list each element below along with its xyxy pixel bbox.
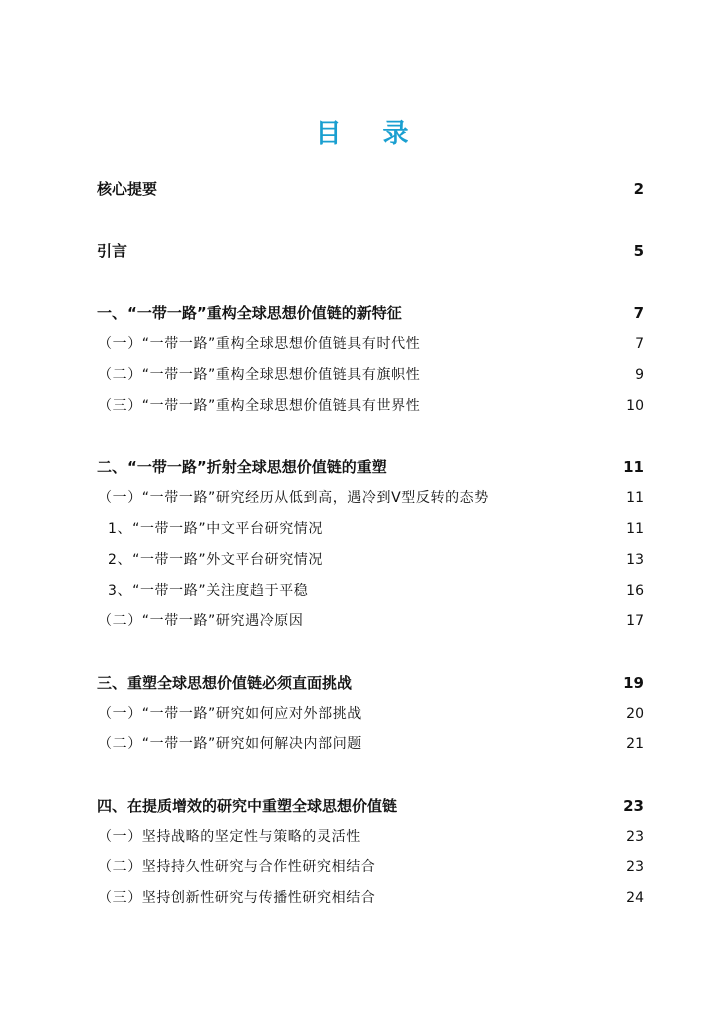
toc-entry-page: 23 [623,797,644,815]
toc-entry-page: 20 [626,706,644,722]
toc-entry-label: （一）“一带一路”重构全球思想价值链具有时代性 [98,336,421,352]
toc-entry-page: 9 [635,367,644,383]
toc-entry-section-1-3[interactable] [0,395,724,417]
toc-entry-chapter-4[interactable] [0,795,724,817]
toc-entry-label: （三）“一带一路”重构全球思想价值链具有世界性 [98,398,421,414]
toc-entry-subsection-2-1-1[interactable] [0,518,724,540]
toc-entry-introduction[interactable] [0,240,724,262]
toc-entry-page: 19 [623,674,644,692]
toc-entry-label: 引言 [97,242,128,260]
toc-entry-page: 23 [626,829,644,845]
toc-entry-section-4-1[interactable] [0,826,724,848]
toc-entry-label: （一）坚持战略的坚定性与策略的灵活性 [98,829,361,845]
toc-entry-page: 24 [626,890,644,906]
toc-entry-label: （二）“一带一路”研究如何解决内部问题 [98,736,362,752]
toc-entry-label: 二、“一带一路”折射全球思想价值链的重塑 [97,458,387,476]
toc-entry-page: 16 [626,583,644,599]
toc-entry-label: 1、“一带一路”中文平台研究情况 [108,521,324,537]
toc-entry-page: 11 [626,490,644,506]
page-title: 目 录 [315,119,425,149]
toc-entry-chapter-2[interactable] [0,456,724,478]
toc-entry-page: 23 [626,859,644,875]
toc-entry-section-4-3[interactable] [0,887,724,909]
toc-entry-chapter-3[interactable] [0,672,724,694]
toc-entry-page: 2 [633,180,644,198]
toc-entry-subsection-2-1-2[interactable] [0,549,724,571]
toc-entry-section-1-1[interactable] [0,333,724,355]
toc-entry-label: 2、“一带一路”外文平台研究情况 [108,552,324,568]
toc-entry-summary[interactable] [0,178,724,200]
toc-entry-label: 四、在提质增效的研究中重塑全球思想价值链 [97,797,398,815]
toc-entry-label: （三）坚持创新性研究与传播性研究相结合 [98,890,376,906]
toc-entry-page: 10 [626,398,644,414]
toc-entry-label: 3、“一带一路”关注度趋于平稳 [108,583,309,599]
toc-entry-page: 21 [626,736,644,752]
toc-entry-subsection-2-1-3[interactable] [0,580,724,602]
toc-entry-chapter-1[interactable] [0,302,724,324]
toc-entry-label: （一）“一带一路”研究如何应对外部挑战 [98,706,362,722]
toc-entry-page: 7 [635,336,644,352]
toc-entry-section-3-2[interactable] [0,733,724,755]
toc-entry-label: 核心提要 [97,180,158,198]
toc-entry-page: 7 [633,304,644,322]
toc-entry-section-3-1[interactable] [0,703,724,725]
toc-entry-label: （二）“一带一路”研究遇冷原因 [98,613,304,629]
toc-entry-section-4-2[interactable] [0,856,724,878]
toc-entry-page: 13 [626,552,644,568]
toc-entry-page: 5 [633,242,644,260]
toc-entry-label: 一、“一带一路”重构全球思想价值链的新特征 [97,304,402,322]
toc-entry-page: 17 [626,613,644,629]
toc-entry-label: （一）“一带一路”研究经历从低到高，遇冷到V型反转的态势 [98,490,489,506]
toc-entry-page: 11 [623,458,644,476]
toc-entry-label: （二）坚持持久性研究与合作性研究相结合 [98,859,376,875]
toc-entry-section-1-2[interactable] [0,364,724,386]
toc-entry-label: （二）“一带一路”重构全球思想价值链具有旗帜性 [98,367,421,383]
toc-entry-section-2-1[interactable] [0,487,724,509]
toc-entry-page: 11 [626,521,644,537]
toc-entry-section-2-2[interactable] [0,610,724,632]
toc-entry-label: 三、重塑全球思想价值链必须直面挑战 [97,674,353,692]
